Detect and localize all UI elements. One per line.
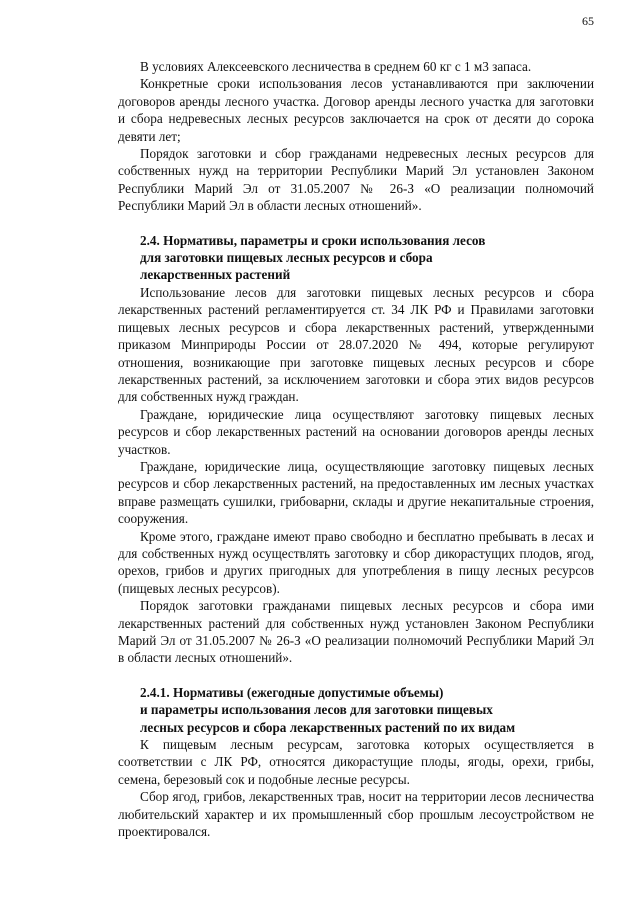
section-spacer [118,667,594,684]
paragraph: Конкретные сроки использования лесов устанавливаются при заключении договоров аренды лесного участка. Договор аренды лесного участка для заготовки и сбора недревесных лесных ресурсов заключается на срок от десяти до сорока девяти лет; [118,76,594,144]
heading-line: лекарственных растений [140,267,291,283]
paragraph: Сбор ягод, грибов, лекарственных трав, носит на территории лесов лесничества любительский характер и их промышленный сбор прошлым лесоустройством не проектировался. [118,789,594,840]
paragraph: Порядок заготовки гражданами пищевых лесных ресурсов и сбора ими лекарственных растений для собственных нужд установлен Законом Республики Марий Эл от 31.05.2007 № 26-З «О реализации полномочий Республики Марий Эл в области лесных отношений». [118,598,594,666]
section-heading-2-4-1 [118,684,594,736]
section-spacer [118,215,594,232]
heading-line: 2.4.1. Нормативы (ежегодные допустимые объемы) [140,684,444,700]
paragraph: Граждане, юридические лица осуществляют заготовку пищевых лесных ресурсов и сбор лекарственных растений на основании договоров аренды лесных участков. [118,406,594,457]
heading-line: и параметры использования лесов для заготовки пищевых [140,702,493,718]
paragraph: Граждане, юридические лица, осуществляющие заготовку пищевых лесных ресурсов и сбор лекарственных растений, на предоставленных им лесных участках вправе размещать сушилки, грибоварни, склады и другие некапитальные строения, сооружения. [118,458,594,527]
paragraph: Порядок заготовки и сбор гражданами недревесных лесных ресурсов для собственных нужд на территории Республики Марий Эл установлен Законом Республики Марий Эл от 31.05.2007 № 26-З «О реализации полномочий Республики Марий Эл в области лесных отношений». [118,146,594,214]
heading-line: для заготовки пищевых лесных ресурсов и сбора [140,250,433,266]
paragraph: Кроме этого, граждане имеют право свободно и бесплатно пребывать в лесах и для собственных нужд осуществлять заготовку и сбор дикорастущих плодов, ягод, орехов, грибов и других пригодных для употребления в пищу лесных ресурсов (пищевых лесных ресурсов). [118,528,594,596]
section-heading-2-4 [118,232,594,284]
heading-line: 2.4. Нормативы, параметры и сроки использования лесов [140,232,486,248]
paragraph: Использование лесов для заготовки пищевых лесных ресурсов и сбора лекарственных растений регламентируется ст. 34 ЛК РФ и Правилами заготовки пищевых лесных ресурсов и сбора лекарственных растений, утвержденными приказом Минприроды России от 28.07.2020 № 494, которые регулируют отношения, возникающие при заготовке пищевых лесных ресурсов и сборе лекарственных растений, за исключением заготовки и сбора этих видов ресурсов для собственных нужд граждан. [118,284,594,405]
page-content [118,58,594,840]
heading-line: лесных ресурсов и сбора лекарственных растений по их видам [140,719,516,735]
paragraph: В условиях Алексеевского лесничества в среднем 60 кг с 1 м3 запаса. [140,59,532,74]
paragraph: К пищевым лесным ресурсам, заготовка которых осуществляется в соответствии с ЛК РФ, относятся дикорастущие плоды, ягоды, орехи, грибы, семена, березовый сок и подобные лесные ресурсы. [118,737,594,787]
page-number: 65 [582,14,594,28]
